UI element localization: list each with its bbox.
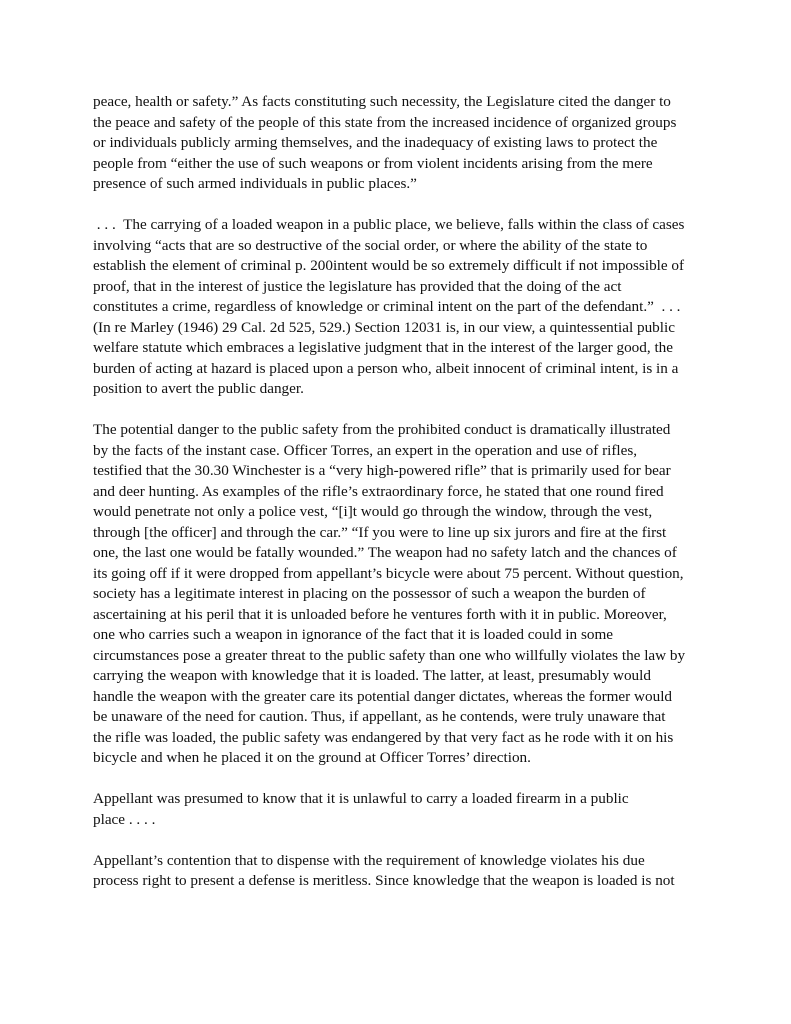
text-line: its going off if it were dropped from appellant’s bicycle were about 75 percent. Without question, [93,564,684,582]
text-line: one who carries such a weapon in ignorance of the fact that it is loaded could in some [93,626,614,643]
text-line: handle the weapon with the greater care its potential danger dictates, whereas the former would [93,687,673,705]
text-line: ascertaining at his peril that it is unloaded before he ventures forth with it in public. Moreover, [93,605,667,623]
text-line: proof, that in the interest of justice the legislature has provided that the doing of the act [93,277,622,295]
text-line: process right to present a defense is meritless. Since knowledge that the weapon is loaded is not [93,872,675,889]
text-line: by the facts of the instant case. Officer Torres, an expert in the operation and use of rifles, [93,441,638,459]
text-line: position to avert the public danger. [93,380,304,397]
text-line: constitutes a crime, regardless of knowledge or criminal intent on the part of the defendant.” . . . [93,298,681,315]
text-line: burden of acting at hazard is placed upon a person who, albeit innocent of criminal intent, is in a [93,359,679,377]
text-line: The potential danger to the public safety from the prohibited conduct is dramatically illustrated [93,421,671,438]
text-line: peace, health or safety.” As facts constituting such necessity, the Legislature cited the danger to [93,93,671,110]
paragraph-3 [93,420,705,769]
text-line: (In re Marley (1946) 29 Cal. 2d 525, 529.) Section 12031 is, in our view, a quintessential public [93,318,675,336]
text-line: society has a legitimate interest in placing on the possessor of such a weapon the burden of [93,585,646,602]
paragraph-2 [93,215,705,400]
paragraph-1 [93,92,705,195]
text-line: or individuals publicly arming themselves, and the inadequacy of existing laws to protect the [93,134,658,151]
text-line: . . . The carrying of a loaded weapon in a public place, we believe, falls within the class of cases [93,216,685,233]
text-line: bicycle and when he placed it on the ground at Officer Torres’ direction. [93,749,531,766]
text-line: would penetrate not only a police vest, “[i]t would go through the window, through the vest, [93,503,653,520]
text-line: through [the officer] and through the car.” “If you were to line up six jurors and fire at the first [93,523,667,541]
text-line: presence of such armed individuals in public places.” [93,175,417,192]
text-line: Appellant’s contention that to dispense with the requirement of knowledge violates his due [93,851,645,869]
text-line: testified that the 30.30 Winchester is a “very high-powered rifle” that is primarily used for bear [93,462,671,479]
text-line: welfare statute which embraces a legislative judgment that in the interest of the larger good, the [93,339,674,356]
paragraph-4 [93,789,705,830]
text-line: and deer hunting. As examples of the rifle’s extraordinary force, he stated that one round fired [93,482,664,500]
text-line: place . . . . [93,810,156,828]
text-line: Appellant was presumed to know that it is unlawful to carry a loaded firearm in a public [93,790,629,807]
text-line: circumstances pose a greater threat to the public safety than one who willfully violates the law by [93,646,686,664]
text-line: people from “either the use of such weapons or from violent incidents arising from the mere [93,154,653,172]
text-line: one, the last one would be fatally wounded.” The weapon had no safety latch and the chances of [93,544,677,561]
text-line: carrying the weapon with knowledge that it is loaded. The latter, at least, presumably would [93,667,651,684]
text-line: establish the element of criminal p. 200intent would be so extremely difficult if not impossible of [93,257,685,274]
text-line: involving “acts that are so destructive of the social order, or where the ability of the state to [93,236,648,254]
paragraph-5 [93,851,705,892]
text-line: be unaware of the need for caution. Thus, if appellant, as he contends, were truly unaware that [93,708,666,725]
text-line: the peace and safety of the people of this state from the increased incidence of organized groups [93,113,677,131]
document-body [93,92,705,912]
text-line: the rifle was loaded, the public safety was endangered by that very fact as he rode with it on his [93,728,674,746]
